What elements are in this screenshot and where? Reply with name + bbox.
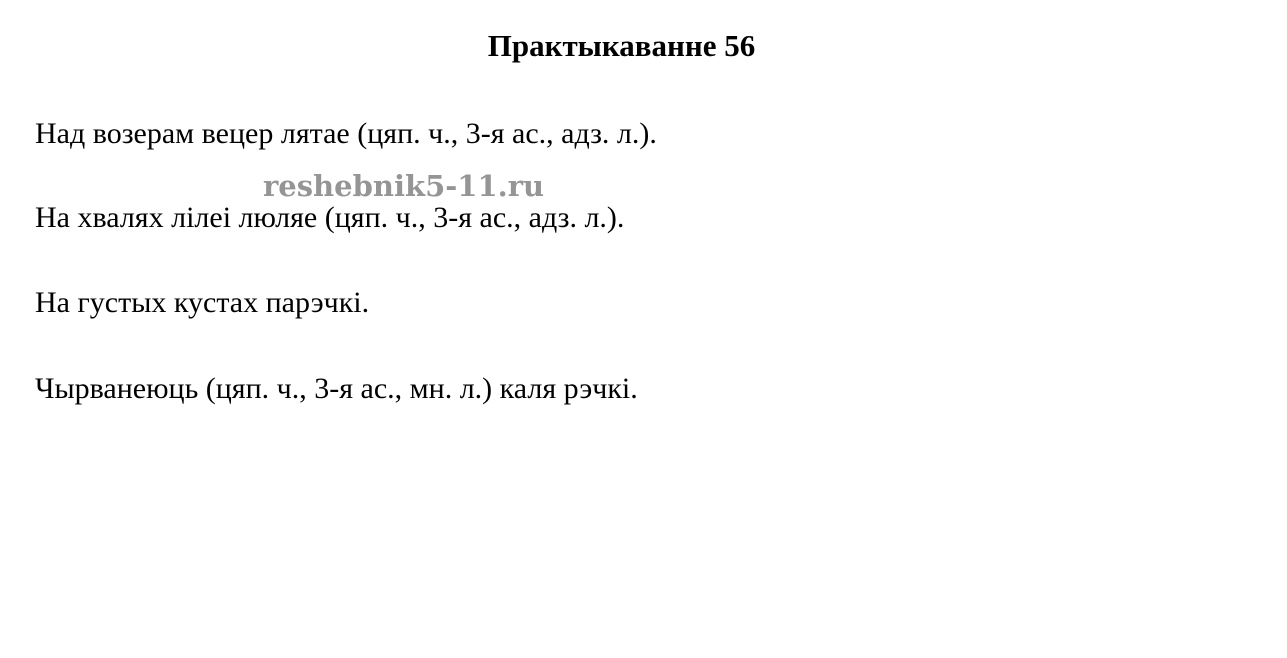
text-line-4: Чырванеюць (цяп. ч., 3-я ас., мн. л.) каля рэчкі. xyxy=(35,372,638,405)
site-watermark: reshebnik5-11.ru xyxy=(263,169,545,203)
text-line-1: Над возерам вецер лятае (цяп. ч., 3-я ас., адз. л.). xyxy=(35,117,657,150)
text-line-3: На густых кустах парэчкі. xyxy=(35,286,370,319)
text-line-2: На хвалях лілеі люляе (цяп. ч., 3-я ас., адз. л.). xyxy=(35,201,625,234)
exercise-title: Практыкаванне 56 xyxy=(487,28,756,63)
